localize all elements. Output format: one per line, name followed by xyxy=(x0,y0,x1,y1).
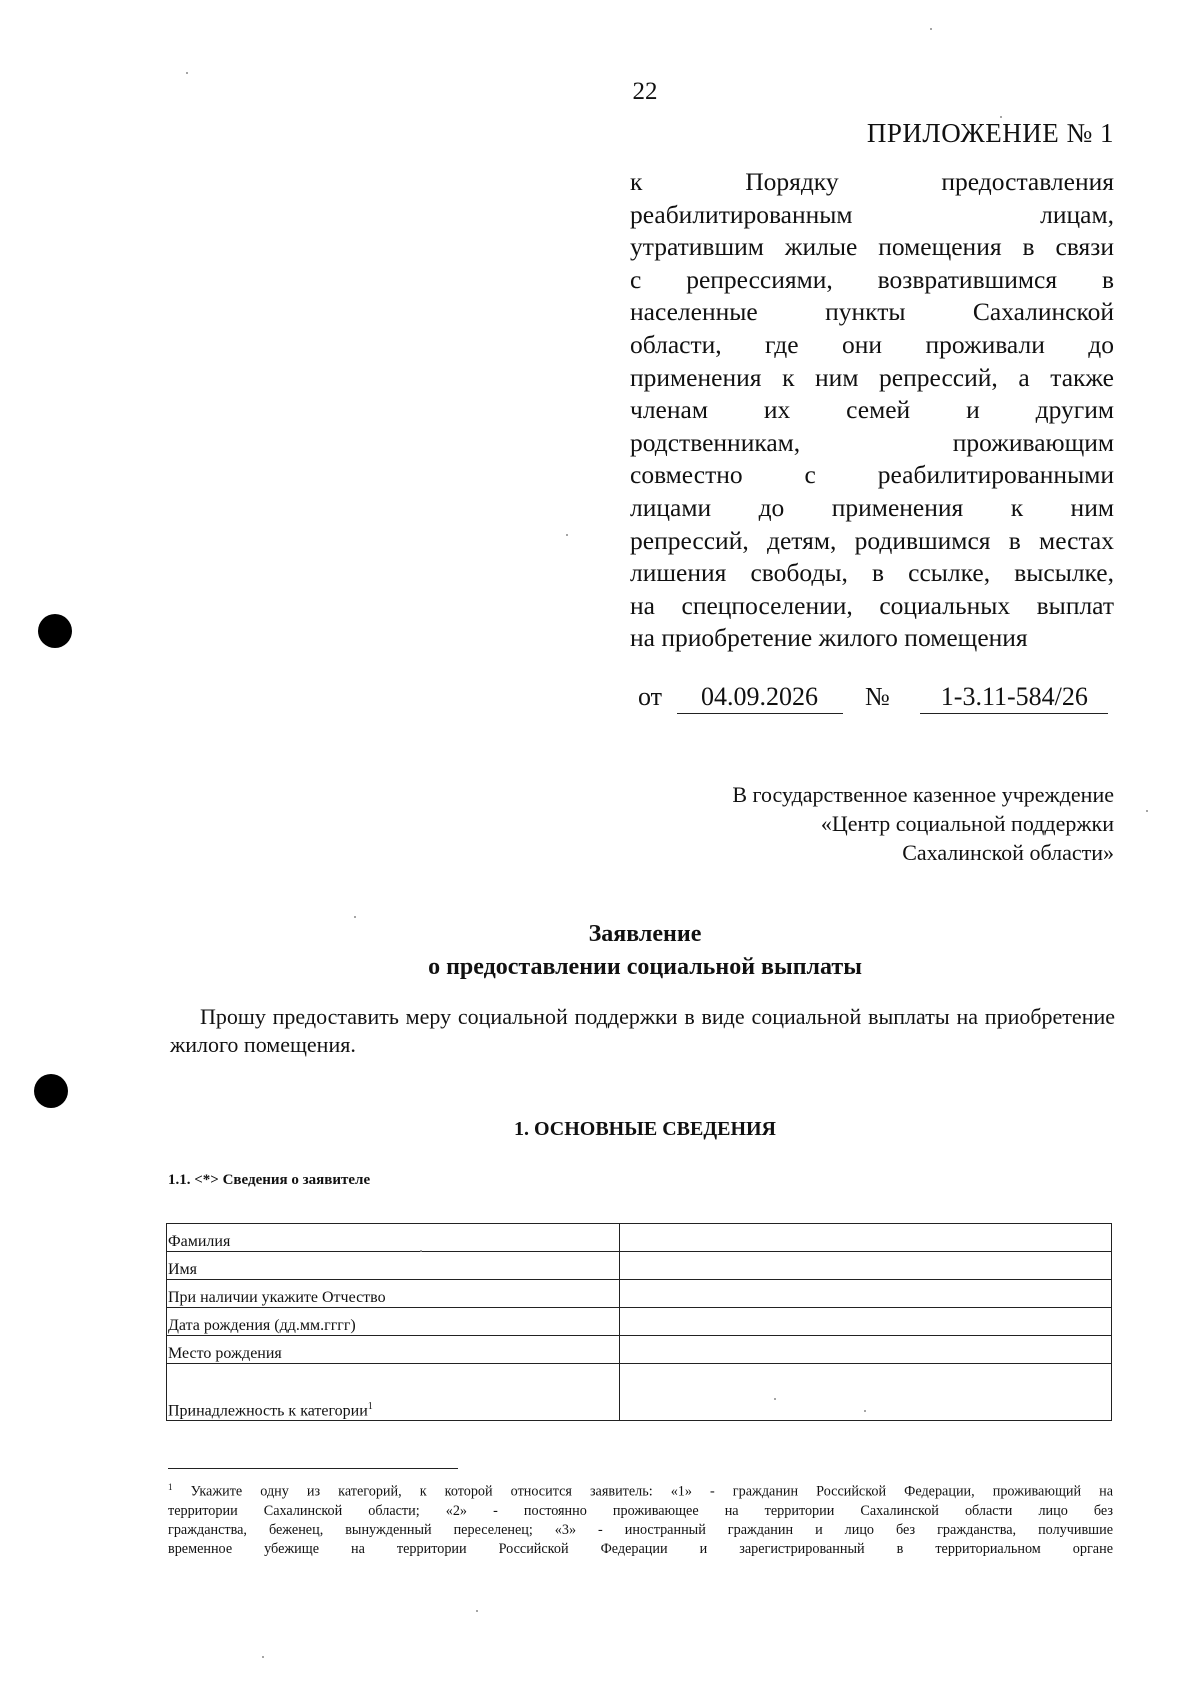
birth-place-field[interactable] xyxy=(620,1336,1112,1364)
binder-hole-bottom xyxy=(34,1074,68,1108)
subsection-heading: 1.1. <*> Сведения о заявителе xyxy=(168,1172,371,1188)
surname-field[interactable] xyxy=(620,1224,1112,1252)
footnote-line: территории Сахалинской области; «2» - постоянно проживающее на территории Сахалинской области лицо без xyxy=(168,1502,1113,1519)
scan-speck xyxy=(774,1398,776,1400)
scan-speck xyxy=(420,1250,422,1252)
page-number: 22 xyxy=(632,78,658,105)
order-date-line xyxy=(638,682,1108,714)
table-row xyxy=(167,1252,1112,1280)
recipient-line: Сахалинской области» xyxy=(902,840,1114,865)
number-label: № xyxy=(865,682,890,711)
category-field[interactable] xyxy=(620,1364,1112,1421)
table-row xyxy=(167,1336,1112,1364)
recipient-line: «Центр социальной поддержки xyxy=(820,811,1114,836)
scan-speck xyxy=(186,72,188,74)
from-label: от xyxy=(638,682,663,711)
document-title-line: Заявление xyxy=(588,921,702,947)
footnote-reference[interactable]: 1 xyxy=(367,1400,373,1412)
appendix-line: населенные пункты Сахалинской xyxy=(630,297,1114,327)
field-label: Фамилия xyxy=(167,1224,620,1252)
appendix-title: ПРИЛОЖЕНИЕ № 1 xyxy=(866,118,1114,148)
scan-speck xyxy=(1146,810,1148,812)
request-text: Прошу предоставить меру социальной поддержки в виде социальной выплаты на приобретение жилого помещения. xyxy=(170,1004,1115,1057)
scan-speck xyxy=(864,1410,866,1412)
appendix-line: реабилитированным лицам, xyxy=(630,199,1114,229)
appendix-description xyxy=(630,166,1114,655)
footnote-line: временное убежище на территории Российской Федерации и зарегистрированный в территориальном органе xyxy=(168,1540,1113,1557)
field-label: Дата рождения (дд.мм.гггг) xyxy=(167,1308,620,1336)
appendix-line: на приобретение жилого помещения xyxy=(630,623,1028,653)
birth-date-field[interactable] xyxy=(620,1308,1112,1336)
appendix-line: к Порядку предоставления xyxy=(630,167,1114,196)
document-title xyxy=(0,918,1200,984)
table-row xyxy=(167,1364,1112,1421)
patronymic-field[interactable] xyxy=(620,1280,1112,1308)
appendix-line: репрессий, детям, родившимся в местах xyxy=(630,525,1114,555)
appendix-line: родственникам, проживающим xyxy=(630,427,1114,457)
binder-hole-top xyxy=(38,614,72,648)
table-row xyxy=(167,1280,1112,1308)
footnote-line: Укажите одну из категорий, к которой относится заявитель: «1» - гражданин Российской Федерации, проживающий на xyxy=(190,1483,1114,1500)
recipient-block xyxy=(732,780,1114,867)
document-title-line: о предоставлении социальной выплаты xyxy=(428,954,862,980)
first-name-field[interactable] xyxy=(620,1252,1112,1280)
table-row xyxy=(167,1308,1112,1336)
category-label-text: Принадлежность к категории xyxy=(168,1402,368,1419)
field-label: Имя xyxy=(167,1252,620,1280)
appendix-line: применения к ним репрессий, а также xyxy=(630,362,1114,392)
scan-speck xyxy=(1000,116,1002,118)
field-label-category xyxy=(167,1364,620,1421)
order-number: 1-3.11-584/26 xyxy=(920,682,1108,714)
recipient-line: В государственное казенное учреждение xyxy=(732,782,1114,807)
appendix-line: на спецпоселении, социальных выплат xyxy=(630,590,1114,620)
footnote-line: гражданства, беженец, вынужденный переселенец; «3» - иностранный гражданин и лицо без гражданства, получившие xyxy=(168,1521,1113,1538)
appendix-line: лицами до применения к ним xyxy=(630,492,1114,522)
field-label: При наличии укажите Отчество xyxy=(167,1280,620,1308)
field-label: Место рождения xyxy=(167,1336,620,1364)
section-heading: 1. ОСНОВНЫЕ СВЕДЕНИЯ xyxy=(513,1118,776,1140)
appendix-line: лишения свободы, в ссылке, высылке, xyxy=(630,558,1114,588)
footnote-divider xyxy=(168,1468,458,1469)
table-row xyxy=(167,1224,1112,1252)
scan-speck xyxy=(262,1656,264,1658)
scan-speck xyxy=(566,534,568,536)
scan-speck xyxy=(354,916,356,918)
footnote-marker: 1 xyxy=(168,1482,173,1492)
appendix-line: совместно с реабилитированными xyxy=(630,460,1114,490)
appendix-line: области, где они проживали до xyxy=(630,329,1114,359)
applicant-info-table xyxy=(166,1223,1112,1421)
order-date: 04.09.2026 xyxy=(677,682,843,714)
scan-speck xyxy=(476,1610,478,1612)
appendix-line: с репрессиями, возвратившимся в xyxy=(630,264,1114,294)
scan-speck xyxy=(930,28,932,30)
appendix-line: утратившим жилые помещения в связи xyxy=(630,232,1114,262)
appendix-line: членам их семей и другим xyxy=(630,395,1114,425)
footnote xyxy=(168,1478,1113,1559)
